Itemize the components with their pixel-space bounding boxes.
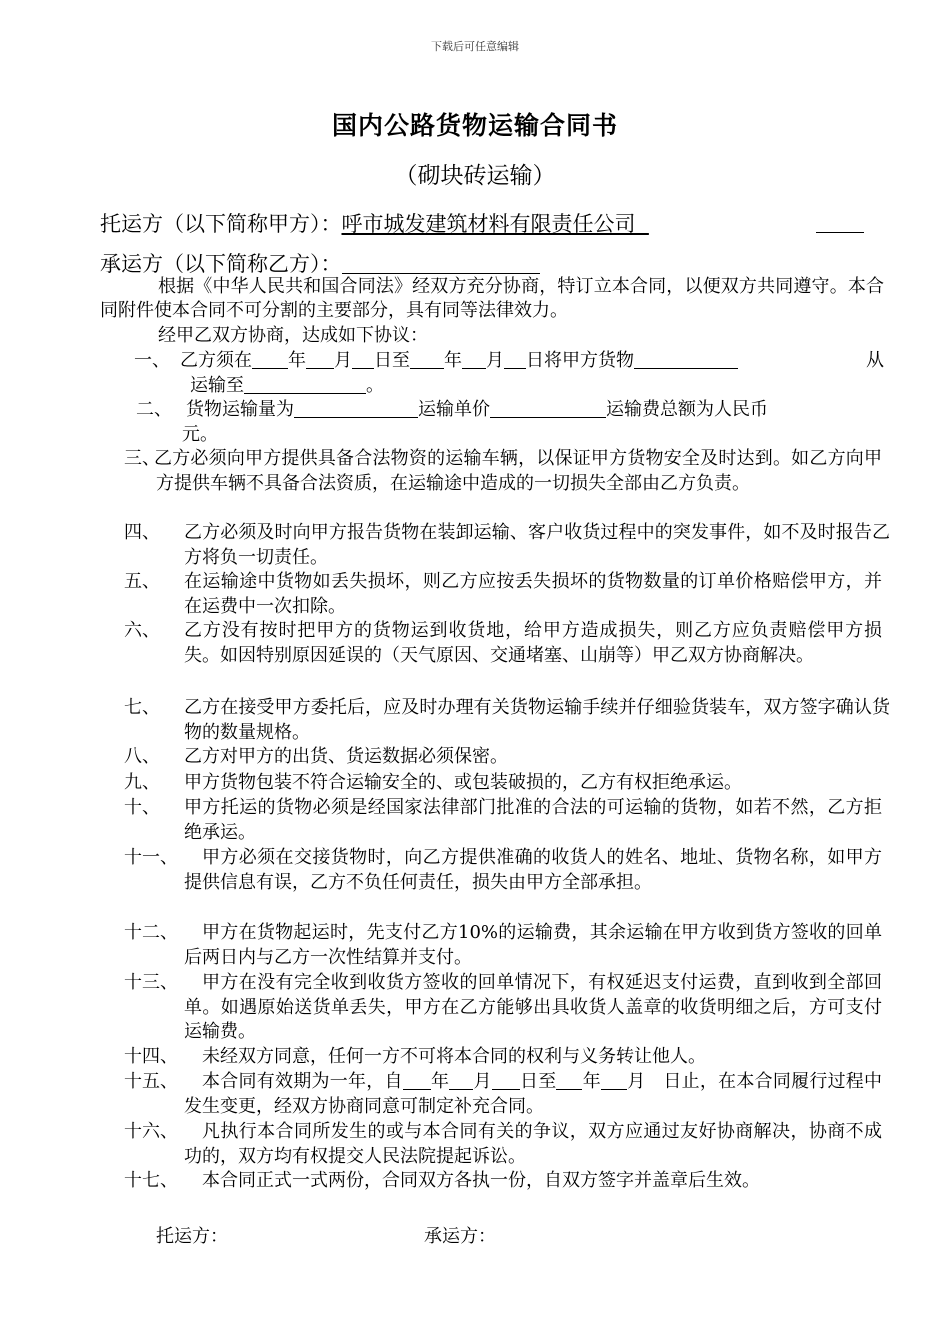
clause-2: 二、 货物运输量为 运输单价 运输费总额为人民币 元。 — [136, 399, 768, 445]
signature-party-a: 托运方： — [156, 1226, 228, 1247]
party-a-label: 托运方（以下简称甲方）： — [100, 212, 342, 236]
clause-4: 四、 乙方必须及时向甲方报告货物在装卸运输、客户收货过程中的突发事件，如不及时报告乙方将负一切责任。 — [124, 522, 890, 568]
party-a-line — [100, 208, 649, 238]
party-a-value: 呼市城发建筑材料有限责任公司 — [341, 212, 636, 236]
signature-party-b: 承运方： — [424, 1226, 496, 1247]
clause-17: 十七、 本合同正式一式两份，合同双方各执一份，自双方签字并盖章后生效。 — [124, 1170, 760, 1191]
clause-1: 一、 乙方须在 年 月 日至 年 月 日将甲方货物 从 运输至 。 — [134, 350, 884, 396]
clause-number: 一、 — [134, 350, 170, 371]
clause-13: 十三、 甲方在没有完全收到收货方签收的回单情况下，有权延迟支付运费，直到收到全部回单。如遇原始送货单丢失，甲方在乙方能够出具收货人盖章的收货明细之后，方可支付运输费。 — [124, 972, 882, 1043]
clause-16: 十六、 凡执行本合同所发生的或与本合同有关的争议，双方应通过友好协商解决，协商不成功的，双方均有权提交人民法院提起诉讼。 — [124, 1121, 882, 1167]
intro-paragraph: 根据《中华人民共和国合同法》经双方充分协商，特订立本合同，以便双方共同遵守。本合同附件使本合同不可分割的主要部分，具有同等法律效力。 — [100, 276, 884, 321]
clause-5: 五、 在运输途中货物如丢失损坏，则乙方应按丢失损坏的货物数量的订单价格赔偿甲方，并在运费中一次扣除。 — [124, 571, 882, 617]
clause-15: 十五、 本合同有效期为一年，自 年 月 日至 年 月 日止，在本合同履行过程中发生变更，经双方协商同意可制定补充合同。 — [124, 1071, 883, 1117]
clause-14: 十四、 未经双方同意，任何一方不可将本合同的权利与义务转让他人。 — [124, 1046, 706, 1067]
clause-6: 六、 乙方没有按时把甲方的货物运到收货地，给甲方造成损失，则乙方应负责赔偿甲方损失。如因特别原因延误的（天气原因、交通堵塞、山崩等）甲乙双方协商解决。 — [124, 620, 882, 666]
clause-number: 二、 — [136, 399, 172, 420]
clause-12: 十二、 甲方在货物起运时，先支付乙方10%的运输费，其余运输在甲方收到货方签收的回单后两日内与乙方一次性结算并支付。 — [124, 922, 882, 968]
clause-3: 三、 乙方必须向甲方提供具备合法物资的运输车辆，以保证甲方货物安全及时达到。如乙方向甲方提供车辆不具备合法资质，在运输途中造成的一切损失全部由乙方负责。 — [124, 448, 882, 494]
clause-9: 九、 甲方货物包装不符合运输安全的、或包装破损的，乙方有权拒绝承运。 — [124, 772, 742, 793]
party-a-extra-line — [816, 232, 864, 233]
clause-number: 三、 — [124, 448, 160, 469]
party-b-blank — [342, 272, 540, 274]
header-note: 下载后可任意编辑 — [431, 40, 519, 53]
clause-7: 七、 乙方在接受甲方委托后，应及时办理有关货物运输手续并仔细验货装车，双方签字确认货物的数量规格。 — [124, 697, 890, 743]
clause-8: 八、 乙方对甲方的出货、货运数据必须保密。 — [124, 746, 508, 767]
document-title: 国内公路货物运输合同书 — [331, 111, 618, 140]
intro-agreement: 经甲乙双方协商，达成如下协议： — [158, 325, 428, 346]
clause-11: 十一、 甲方必须在交接货物时，向乙方提供准确的收货人的姓名、地址、货物名称，如甲方提供信息有误，乙方不负任何责任，损失由甲方全部承担。 — [124, 847, 882, 893]
clause-10: 十、 甲方托运的货物必须是经国家法律部门批准的合法的可运输的货物，如若不然，乙方拒绝承运。 — [124, 797, 882, 843]
party-b-label: 承运方（以下简称乙方）： — [100, 252, 342, 276]
party-b-line — [100, 248, 540, 278]
document-subtitle: （砌块砖运输） — [394, 163, 556, 189]
